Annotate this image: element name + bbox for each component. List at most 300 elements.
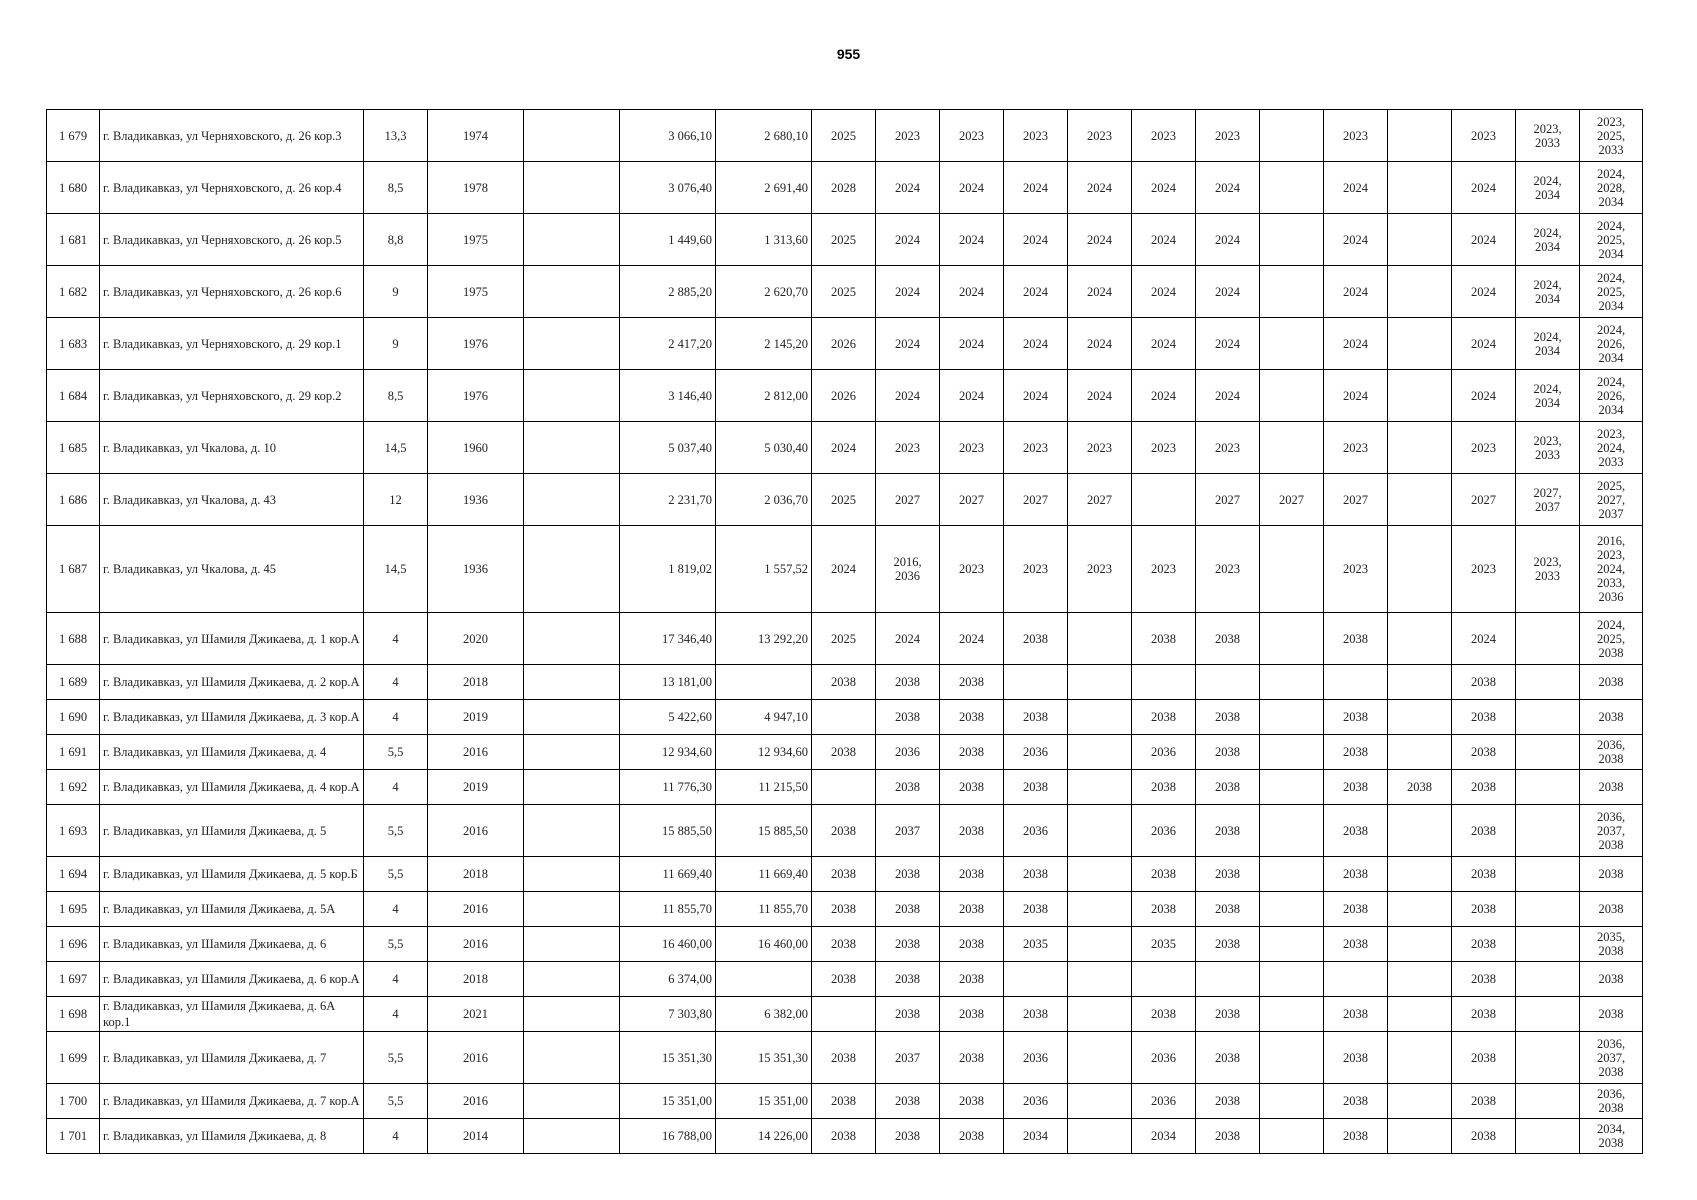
year-col-1-cell: 2038 <box>812 857 876 892</box>
year-col-11-cell: 2038 <box>1452 892 1516 927</box>
living-area-cell: 16 460,00 <box>716 927 812 962</box>
row-number-cell: 1 680 <box>47 162 100 214</box>
total-area-cell: 1 819,02 <box>620 526 716 613</box>
total-area-cell: 5 422,60 <box>620 700 716 735</box>
floors-cell: 4 <box>364 962 428 997</box>
row-number-cell: 1 695 <box>47 892 100 927</box>
floors-cell: 14,5 <box>364 526 428 613</box>
year-col-12-cell: 2023, 2033 <box>1516 110 1580 162</box>
table-row <box>47 700 1643 735</box>
year-col-2-cell: 2038 <box>876 927 940 962</box>
year-col-10-cell <box>1388 892 1452 927</box>
year-col-2-cell: 2038 <box>876 1119 940 1154</box>
year-col-5-cell <box>1068 1032 1132 1084</box>
row-number-cell: 1 691 <box>47 735 100 770</box>
year-col-8-cell <box>1260 613 1324 665</box>
year-col-13-cell: 2024, 2025, 2034 <box>1580 214 1643 266</box>
year-col-11-cell: 2024 <box>1452 162 1516 214</box>
table-row <box>47 370 1643 422</box>
row-number-cell: 1 693 <box>47 805 100 857</box>
year-col-9-cell: 2023 <box>1324 526 1388 613</box>
row-number-cell: 1 692 <box>47 770 100 805</box>
floors-cell: 4 <box>364 892 428 927</box>
year-col-1-cell: 2038 <box>812 962 876 997</box>
registry-body <box>47 110 1643 1154</box>
year-col-3-cell: 2038 <box>940 770 1004 805</box>
year-col-5-cell <box>1068 1119 1132 1154</box>
table-row <box>47 997 1643 1032</box>
year-col-5-cell <box>1068 665 1132 700</box>
year-col-6-cell: 2036 <box>1132 1084 1196 1119</box>
year-col-10-cell <box>1388 805 1452 857</box>
total-area-cell: 2 417,20 <box>620 318 716 370</box>
year-col-13-cell: 2023, 2025, 2033 <box>1580 110 1643 162</box>
year-col-12-cell: 2023, 2033 <box>1516 526 1580 613</box>
floors-cell: 4 <box>364 665 428 700</box>
year-col-6-cell: 2038 <box>1132 700 1196 735</box>
year-col-6-cell: 2038 <box>1132 857 1196 892</box>
year-col-1-cell: 2038 <box>812 1032 876 1084</box>
year-col-1-cell: 2038 <box>812 805 876 857</box>
year-col-2-cell: 2038 <box>876 997 940 1032</box>
year-col-11-cell: 2038 <box>1452 1084 1516 1119</box>
year-col-4-cell: 2036 <box>1004 1032 1068 1084</box>
table-row <box>47 110 1643 162</box>
year-col-6-cell: 2024 <box>1132 162 1196 214</box>
year-col-6-cell: 2023 <box>1132 422 1196 474</box>
address-cell: г. Владикавказ, ул Черняховского, д. 26 кор.4 <box>100 162 364 214</box>
year-col-9-cell: 2024 <box>1324 370 1388 422</box>
year-col-5-cell <box>1068 700 1132 735</box>
year-built-cell: 2018 <box>428 857 524 892</box>
total-area-cell: 16 788,00 <box>620 1119 716 1154</box>
year-col-7-cell: 2038 <box>1196 1084 1260 1119</box>
year-col-4-cell: 2023 <box>1004 110 1068 162</box>
address-cell: г. Владикавказ, ул Черняховского, д. 26 кор.3 <box>100 110 364 162</box>
year-col-5-cell: 2024 <box>1068 214 1132 266</box>
year-col-7-cell: 2038 <box>1196 857 1260 892</box>
year-col-5-cell: 2027 <box>1068 474 1132 526</box>
year-built-cell: 1936 <box>428 474 524 526</box>
total-area-cell: 12 934,60 <box>620 735 716 770</box>
year-built-cell: 1960 <box>428 422 524 474</box>
address-cell: г. Владикавказ, ул Шамиля Джикаева, д. 5 <box>100 805 364 857</box>
year-col-3-cell: 2023 <box>940 422 1004 474</box>
year-built-cell: 2018 <box>428 962 524 997</box>
year-built-cell: 2020 <box>428 613 524 665</box>
total-area-cell: 16 460,00 <box>620 927 716 962</box>
row-number-cell: 1 688 <box>47 613 100 665</box>
year-col-9-cell: 2024 <box>1324 318 1388 370</box>
table-row <box>47 857 1643 892</box>
address-cell: г. Владикавказ, ул Шамиля Джикаева, д. 3 кор.А <box>100 700 364 735</box>
year-col-3-cell: 2024 <box>940 370 1004 422</box>
living-area-cell: 5 030,40 <box>716 422 812 474</box>
year-col-6-cell: 2038 <box>1132 770 1196 805</box>
floors-cell: 4 <box>364 613 428 665</box>
year-col-1-cell: 2026 <box>812 370 876 422</box>
year-col-7-cell: 2024 <box>1196 214 1260 266</box>
year-col-10-cell <box>1388 857 1452 892</box>
year-col-13-cell: 2035, 2038 <box>1580 927 1643 962</box>
year-col-12-cell <box>1516 1032 1580 1084</box>
year-col-11-cell: 2038 <box>1452 735 1516 770</box>
blank-col-cell <box>524 735 620 770</box>
total-area-cell: 3 066,10 <box>620 110 716 162</box>
row-number-cell: 1 687 <box>47 526 100 613</box>
total-area-cell: 13 181,00 <box>620 665 716 700</box>
year-col-13-cell: 2038 <box>1580 665 1643 700</box>
year-col-11-cell: 2038 <box>1452 1119 1516 1154</box>
year-col-8-cell <box>1260 266 1324 318</box>
year-col-1-cell: 2038 <box>812 927 876 962</box>
year-col-10-cell <box>1388 474 1452 526</box>
year-col-2-cell: 2038 <box>876 770 940 805</box>
year-col-13-cell: 2038 <box>1580 700 1643 735</box>
year-col-3-cell: 2038 <box>940 927 1004 962</box>
living-area-cell: 4 947,10 <box>716 700 812 735</box>
year-col-1-cell: 2025 <box>812 266 876 318</box>
year-col-13-cell: 2036, 2037, 2038 <box>1580 1032 1643 1084</box>
living-area-cell: 2 691,40 <box>716 162 812 214</box>
year-col-13-cell: 2036, 2037, 2038 <box>1580 805 1643 857</box>
living-area-cell <box>716 962 812 997</box>
year-col-10-cell <box>1388 214 1452 266</box>
year-col-3-cell: 2038 <box>940 1119 1004 1154</box>
year-col-7-cell: 2038 <box>1196 1032 1260 1084</box>
year-col-10-cell <box>1388 1084 1452 1119</box>
year-col-11-cell: 2027 <box>1452 474 1516 526</box>
year-col-4-cell: 2024 <box>1004 162 1068 214</box>
blank-col-cell <box>524 1119 620 1154</box>
year-col-4-cell: 2038 <box>1004 700 1068 735</box>
living-area-cell: 15 351,00 <box>716 1084 812 1119</box>
year-col-11-cell: 2038 <box>1452 700 1516 735</box>
year-col-7-cell <box>1196 665 1260 700</box>
row-number-cell: 1 694 <box>47 857 100 892</box>
year-col-12-cell <box>1516 892 1580 927</box>
year-col-5-cell <box>1068 735 1132 770</box>
total-area-cell: 2 885,20 <box>620 266 716 318</box>
year-col-12-cell <box>1516 770 1580 805</box>
year-col-12-cell: 2024, 2034 <box>1516 214 1580 266</box>
living-area-cell: 2 812,00 <box>716 370 812 422</box>
blank-col-cell <box>524 318 620 370</box>
floors-cell: 5,5 <box>364 805 428 857</box>
year-col-9-cell: 2038 <box>1324 700 1388 735</box>
year-col-2-cell: 2024 <box>876 370 940 422</box>
year-col-9-cell: 2027 <box>1324 474 1388 526</box>
year-built-cell: 2019 <box>428 700 524 735</box>
year-col-11-cell: 2038 <box>1452 962 1516 997</box>
year-col-6-cell: 2036 <box>1132 735 1196 770</box>
year-col-1-cell <box>812 997 876 1032</box>
year-col-11-cell: 2024 <box>1452 318 1516 370</box>
table-row <box>47 1032 1643 1084</box>
year-col-8-cell <box>1260 997 1324 1032</box>
blank-col-cell <box>524 110 620 162</box>
year-col-10-cell <box>1388 962 1452 997</box>
year-col-2-cell: 2023 <box>876 110 940 162</box>
year-col-1-cell <box>812 770 876 805</box>
year-col-9-cell: 2038 <box>1324 857 1388 892</box>
year-col-9-cell: 2024 <box>1324 214 1388 266</box>
year-col-7-cell <box>1196 962 1260 997</box>
year-col-6-cell: 2024 <box>1132 318 1196 370</box>
year-col-7-cell: 2024 <box>1196 370 1260 422</box>
row-number-cell: 1 699 <box>47 1032 100 1084</box>
blank-col-cell <box>524 422 620 474</box>
address-cell: г. Владикавказ, ул Шамиля Джикаева, д. 7 <box>100 1032 364 1084</box>
year-col-3-cell: 2023 <box>940 110 1004 162</box>
year-col-8-cell <box>1260 857 1324 892</box>
year-col-13-cell: 2025, 2027, 2037 <box>1580 474 1643 526</box>
year-col-8-cell <box>1260 892 1324 927</box>
year-col-4-cell: 2038 <box>1004 857 1068 892</box>
year-built-cell: 1975 <box>428 214 524 266</box>
address-cell: г. Владикавказ, ул Шамиля Джикаева, д. 6А кор.1 <box>100 997 364 1032</box>
year-col-4-cell: 2038 <box>1004 770 1068 805</box>
year-col-7-cell: 2023 <box>1196 422 1260 474</box>
address-cell: г. Владикавказ, ул Шамиля Джикаева, д. 6 кор.А <box>100 962 364 997</box>
year-col-4-cell: 2024 <box>1004 266 1068 318</box>
address-cell: г. Владикавказ, ул Шамиля Джикаева, д. 4 кор.А <box>100 770 364 805</box>
year-col-2-cell: 2038 <box>876 1084 940 1119</box>
year-col-12-cell: 2024, 2034 <box>1516 370 1580 422</box>
floors-cell: 4 <box>364 700 428 735</box>
address-cell: г. Владикавказ, ул Черняховского, д. 29 кор.2 <box>100 370 364 422</box>
address-cell: г. Владикавказ, ул Чкалова, д. 10 <box>100 422 364 474</box>
year-col-8-cell <box>1260 526 1324 613</box>
address-cell: г. Владикавказ, ул Шамиля Джикаева, д. 4 <box>100 735 364 770</box>
year-col-12-cell <box>1516 665 1580 700</box>
year-col-11-cell: 2038 <box>1452 1032 1516 1084</box>
table-row <box>47 1084 1643 1119</box>
year-col-9-cell: 2038 <box>1324 735 1388 770</box>
year-col-5-cell <box>1068 857 1132 892</box>
year-built-cell: 1976 <box>428 370 524 422</box>
floors-cell: 8,8 <box>364 214 428 266</box>
living-area-cell: 2 680,10 <box>716 110 812 162</box>
year-col-11-cell: 2024 <box>1452 214 1516 266</box>
year-col-11-cell: 2023 <box>1452 110 1516 162</box>
year-col-5-cell <box>1068 805 1132 857</box>
total-area-cell: 11 776,30 <box>620 770 716 805</box>
year-col-9-cell: 2038 <box>1324 613 1388 665</box>
year-col-7-cell: 2023 <box>1196 110 1260 162</box>
floors-cell: 5,5 <box>364 735 428 770</box>
year-col-3-cell: 2024 <box>940 162 1004 214</box>
year-col-3-cell: 2024 <box>940 214 1004 266</box>
year-col-8-cell <box>1260 370 1324 422</box>
year-col-13-cell: 2036, 2038 <box>1580 735 1643 770</box>
blank-col-cell <box>524 526 620 613</box>
year-built-cell: 2014 <box>428 1119 524 1154</box>
year-col-3-cell: 2038 <box>940 700 1004 735</box>
year-col-2-cell: 2024 <box>876 613 940 665</box>
year-col-2-cell: 2038 <box>876 700 940 735</box>
year-built-cell: 1976 <box>428 318 524 370</box>
year-built-cell: 1975 <box>428 266 524 318</box>
floors-cell: 5,5 <box>364 1032 428 1084</box>
year-col-4-cell: 2038 <box>1004 997 1068 1032</box>
blank-col-cell <box>524 162 620 214</box>
address-cell: г. Владикавказ, ул Черняховского, д. 29 кор.1 <box>100 318 364 370</box>
year-col-1-cell: 2038 <box>812 892 876 927</box>
year-col-4-cell: 2034 <box>1004 1119 1068 1154</box>
year-col-10-cell <box>1388 1119 1452 1154</box>
year-col-9-cell <box>1324 665 1388 700</box>
year-col-8-cell <box>1260 962 1324 997</box>
year-col-4-cell: 2023 <box>1004 526 1068 613</box>
year-col-10-cell <box>1388 997 1452 1032</box>
blank-col-cell <box>524 892 620 927</box>
year-col-1-cell: 2025 <box>812 613 876 665</box>
year-col-12-cell <box>1516 857 1580 892</box>
living-area-cell: 6 382,00 <box>716 997 812 1032</box>
row-number-cell: 1 685 <box>47 422 100 474</box>
floors-cell: 5,5 <box>364 927 428 962</box>
year-col-7-cell: 2038 <box>1196 892 1260 927</box>
living-area-cell: 2 620,70 <box>716 266 812 318</box>
address-cell: г. Владикавказ, ул Черняховского, д. 26 кор.6 <box>100 266 364 318</box>
year-col-6-cell: 2038 <box>1132 892 1196 927</box>
year-col-11-cell: 2038 <box>1452 805 1516 857</box>
address-cell: г. Владикавказ, ул Чкалова, д. 43 <box>100 474 364 526</box>
year-col-8-cell <box>1260 1084 1324 1119</box>
year-col-13-cell: 2024, 2028, 2034 <box>1580 162 1643 214</box>
year-col-3-cell: 2038 <box>940 997 1004 1032</box>
year-col-12-cell <box>1516 1119 1580 1154</box>
year-built-cell: 1974 <box>428 110 524 162</box>
row-number-cell: 1 698 <box>47 997 100 1032</box>
year-col-4-cell <box>1004 665 1068 700</box>
year-built-cell: 1978 <box>428 162 524 214</box>
total-area-cell: 2 231,70 <box>620 474 716 526</box>
blank-col-cell <box>524 857 620 892</box>
row-number-cell: 1 689 <box>47 665 100 700</box>
year-col-6-cell: 2038 <box>1132 997 1196 1032</box>
year-col-13-cell: 2024, 2025, 2034 <box>1580 266 1643 318</box>
address-cell: г. Владикавказ, ул Шамиля Джикаева, д. 1 кор.А <box>100 613 364 665</box>
living-area-cell <box>716 665 812 700</box>
year-col-13-cell: 2024, 2026, 2034 <box>1580 370 1643 422</box>
total-area-cell: 15 885,50 <box>620 805 716 857</box>
year-col-6-cell <box>1132 474 1196 526</box>
year-col-8-cell <box>1260 1119 1324 1154</box>
year-col-8-cell <box>1260 805 1324 857</box>
year-col-7-cell: 2027 <box>1196 474 1260 526</box>
year-col-2-cell: 2038 <box>876 892 940 927</box>
blank-col-cell <box>524 214 620 266</box>
living-area-cell: 11 669,40 <box>716 857 812 892</box>
year-col-1-cell: 2024 <box>812 526 876 613</box>
year-col-9-cell: 2038 <box>1324 770 1388 805</box>
year-col-10-cell <box>1388 1032 1452 1084</box>
table-row <box>47 1119 1643 1154</box>
year-col-1-cell: 2028 <box>812 162 876 214</box>
floors-cell: 8,5 <box>364 370 428 422</box>
year-col-7-cell: 2024 <box>1196 162 1260 214</box>
year-col-4-cell: 2036 <box>1004 735 1068 770</box>
year-col-11-cell: 2023 <box>1452 526 1516 613</box>
year-col-2-cell: 2038 <box>876 962 940 997</box>
year-col-9-cell: 2038 <box>1324 1084 1388 1119</box>
table-row <box>47 805 1643 857</box>
year-built-cell: 2016 <box>428 735 524 770</box>
year-col-4-cell: 2024 <box>1004 370 1068 422</box>
year-col-11-cell: 2038 <box>1452 857 1516 892</box>
year-col-8-cell <box>1260 1032 1324 1084</box>
year-col-6-cell: 2036 <box>1132 1032 1196 1084</box>
year-col-5-cell <box>1068 927 1132 962</box>
year-col-3-cell: 2038 <box>940 892 1004 927</box>
blank-col-cell <box>524 266 620 318</box>
row-number-cell: 1 682 <box>47 266 100 318</box>
year-col-4-cell: 2024 <box>1004 214 1068 266</box>
year-built-cell: 1936 <box>428 526 524 613</box>
floors-cell: 5,5 <box>364 1084 428 1119</box>
year-col-3-cell: 2038 <box>940 857 1004 892</box>
living-area-cell: 12 934,60 <box>716 735 812 770</box>
year-col-5-cell <box>1068 1084 1132 1119</box>
blank-col-cell <box>524 474 620 526</box>
year-col-6-cell: 2036 <box>1132 805 1196 857</box>
year-col-2-cell: 2038 <box>876 857 940 892</box>
year-col-2-cell: 2024 <box>876 266 940 318</box>
address-cell: г. Владикавказ, ул Шамиля Джикаева, д. 2 кор.А <box>100 665 364 700</box>
year-col-4-cell: 2036 <box>1004 1084 1068 1119</box>
year-col-11-cell: 2023 <box>1452 422 1516 474</box>
year-col-10-cell <box>1388 526 1452 613</box>
year-col-7-cell: 2038 <box>1196 700 1260 735</box>
year-col-12-cell <box>1516 700 1580 735</box>
year-col-9-cell: 2038 <box>1324 1032 1388 1084</box>
year-col-1-cell: 2025 <box>812 214 876 266</box>
year-col-3-cell: 2024 <box>940 266 1004 318</box>
table-row <box>47 892 1643 927</box>
floors-cell: 14,5 <box>364 422 428 474</box>
year-col-9-cell: 2038 <box>1324 997 1388 1032</box>
year-col-10-cell <box>1388 700 1452 735</box>
year-col-13-cell: 2038 <box>1580 962 1643 997</box>
year-col-5-cell: 2024 <box>1068 318 1132 370</box>
year-col-3-cell: 2038 <box>940 805 1004 857</box>
table-row <box>47 613 1643 665</box>
blank-col-cell <box>524 805 620 857</box>
floors-cell: 9 <box>364 266 428 318</box>
row-number-cell: 1 686 <box>47 474 100 526</box>
year-col-7-cell: 2038 <box>1196 1119 1260 1154</box>
year-col-2-cell: 2024 <box>876 162 940 214</box>
year-col-4-cell <box>1004 962 1068 997</box>
floors-cell: 9 <box>364 318 428 370</box>
year-col-2-cell: 2037 <box>876 805 940 857</box>
table-row <box>47 474 1643 526</box>
year-col-8-cell <box>1260 214 1324 266</box>
year-built-cell: 2016 <box>428 805 524 857</box>
year-col-7-cell: 2038 <box>1196 613 1260 665</box>
blank-col-cell <box>524 370 620 422</box>
year-col-7-cell: 2038 <box>1196 735 1260 770</box>
year-col-6-cell: 2035 <box>1132 927 1196 962</box>
year-col-7-cell: 2024 <box>1196 266 1260 318</box>
address-cell: г. Владикавказ, ул Шамиля Джикаева, д. 6 <box>100 927 364 962</box>
year-col-6-cell: 2024 <box>1132 370 1196 422</box>
address-cell: г. Владикавказ, ул Шамиля Джикаева, д. 7 кор.А <box>100 1084 364 1119</box>
year-col-13-cell: 2038 <box>1580 857 1643 892</box>
total-area-cell: 15 351,00 <box>620 1084 716 1119</box>
